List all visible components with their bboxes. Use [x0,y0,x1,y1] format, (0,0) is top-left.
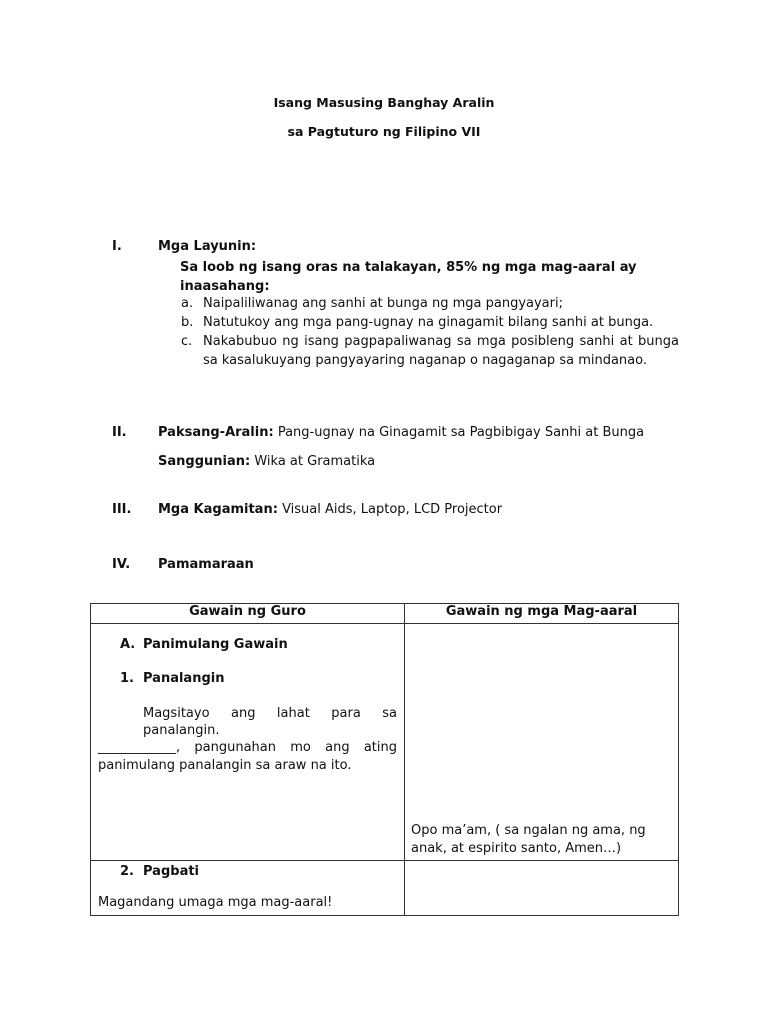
student-cell [405,624,679,861]
step-label: Panalangin [143,671,225,686]
teacher-instruction: ____________, pangunahan mo ang ating panimulang panalangin sa araw na ito. [98,740,397,773]
section-number: II. [112,425,127,440]
section-heading: Pamamaraan [158,557,254,572]
teacher-instruction: Magsitayo ang lahat para sa panalangin. [143,706,397,738]
column-header-teacher: Gawain ng Guro [91,604,405,624]
part-marker: A. [120,637,136,652]
step-marker: 2. [120,864,134,879]
document-subtitle: sa Pagtuturo ng Filipino VII [287,124,481,139]
objectives-intro-text: Sa loob ng isang oras na talakayan, 85% ng mga mag-aaral ay inaasahang: [180,260,637,294]
document-title: Isang Masusing Banghay Aralin [273,95,495,110]
objective-text: Natutukoy ang mga pang-ugnay na ginagamit bilang sanhi at bunga. [203,315,654,330]
objective-marker: c. [181,334,193,349]
teacher-cell [91,861,405,916]
topic-value: Pang-ugnay na Ginagamit sa Pagbibigay Sanhi at Bunga [277,425,645,440]
objectives-list [181,294,679,370]
section-heading: Paksang-Aralin: [158,425,274,440]
procedure-table [90,603,679,916]
part-label: Panimulang Gawain [143,637,288,652]
teacher-cell [91,624,405,861]
section-number: I. [112,239,122,254]
section-heading: Mga Kagamitan: [158,502,278,517]
reference-label: Sanggunian: [158,454,251,469]
objective-marker: a. [181,296,194,311]
student-response: Opo ma’am, ( sa ngalan ng ama, ng anak, at espirito santo, Amen…) [411,823,646,856]
objective-item [181,313,679,332]
objective-item [181,294,679,313]
objective-marker: b. [181,315,194,330]
table-row [91,861,679,916]
table-row [91,624,679,861]
table-header-row [91,604,679,624]
objective-text: Nakabubuo ng isang pagpapaliwanag sa mga posibleng sanhi at bunga sa kasalukuyang pangyayaring naganap o nagaganap sa mindanao. [203,334,679,368]
student-cell [405,861,679,916]
teacher-greeting: Magandang umaga mga mag-aaral! [98,895,333,910]
reference-value: Wika at Gramatika [254,454,376,469]
objectives-intro [180,258,678,296]
section-number: III. [112,502,132,517]
step-marker: 1. [120,671,134,686]
section-number: IV. [112,557,131,572]
objective-item [181,332,679,370]
step-label: Pagbati [143,864,200,879]
materials-value: Visual Aids, Laptop, LCD Projector [282,502,503,517]
column-header-students: Gawain ng mga Mag-aaral [405,604,679,624]
objective-text: Naipaliliwanag ang sanhi at bunga ng mga pangyayari; [203,296,563,311]
section-heading: Mga Layunin: [158,239,257,254]
